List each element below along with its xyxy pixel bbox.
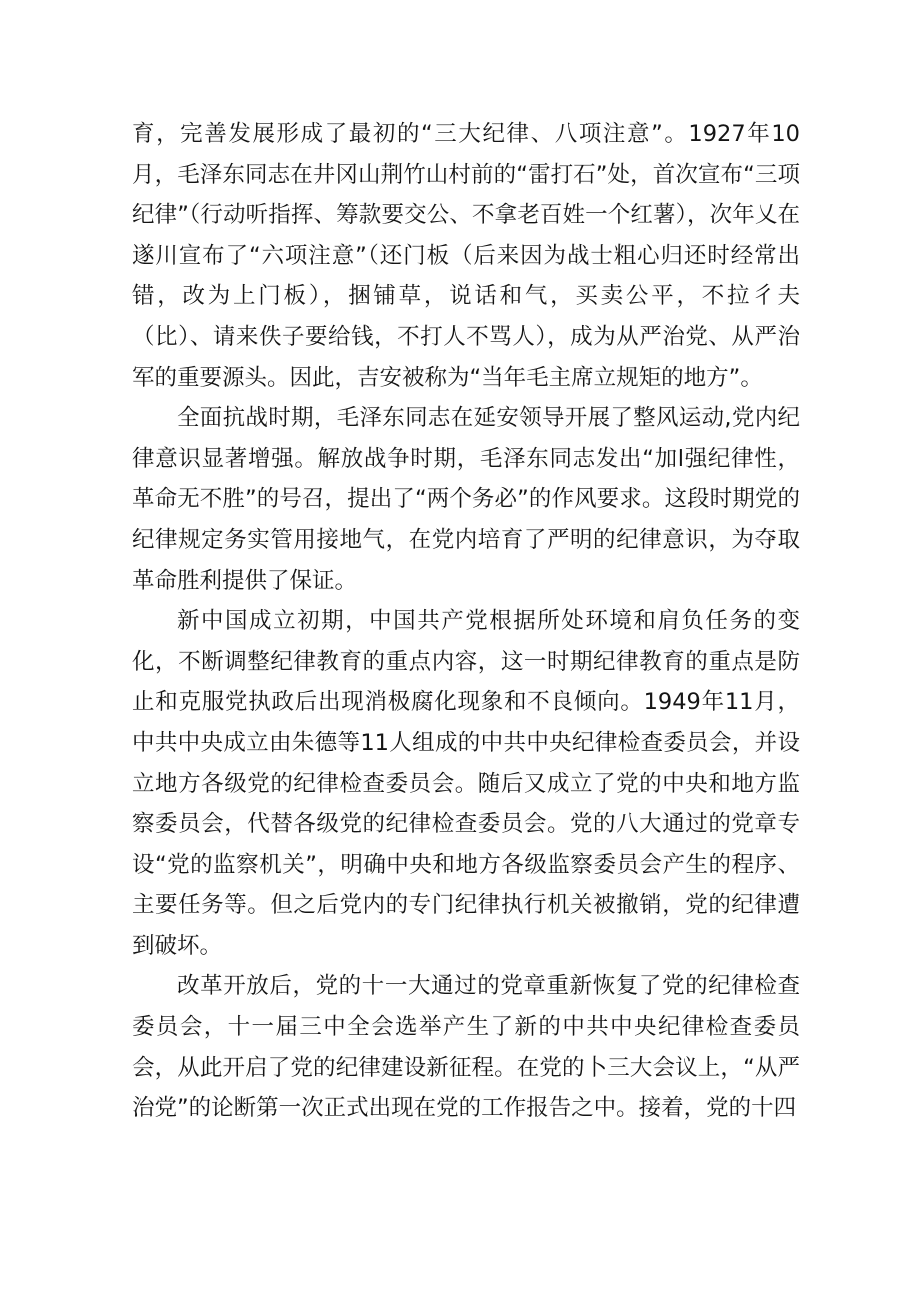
document-body: [132, 114, 800, 1129]
paragraph-4: 改革开放后，党的十一大通过的党章重新恢复了党的纪律检查委员会，十一届三中全会选举产生了新的中共中央纪律检查委员会，从此开启了党的纪律建设新征程。在党的卜三大会议上，“从严治党”的论断第一次正式出现在党的工作报告之中。接着，党的十四: [132, 973, 800, 1122]
paragraph-2: 全面抗战时期，毛泽东同志在延安领导开展了整风运动,党内纪律意识显著增强。解放战争时期，毛泽东同志发出“加l强纪律性，革命无不胜”的号召，提出了“两个务必”的作风要求。这段时期党的纪律规定务实管用接地气，在党内培育了严明的纪律意识，为夺取革命胜利提供了保证。: [132, 405, 800, 594]
paragraph-1: 育，完善发展形成了最初的“三大纪律、八项注意”。1927年10月，毛泽东同志在井冈山荆竹山村前的“雷打石”处，首次宣布“三项纪律”（行动听指挥、筹款要交公、不拿老百姓一个红薯），次年乂在遂川宣布了“六项注意”（还门板（后来因为战士粗心归还时经常出错，改为上门板），捆铺草，说话和气，买卖公平，不拉彳夫（比）、请来佚子要给钱，不打人不骂人），成为从严治党、从严治军的重要源头。因此，吉安被称为“当年毛主席立规矩的地方”。: [132, 121, 800, 391]
paragraph-3: 新中国成立初期，中国共产党根据所处环境和肩负任务的变化，不断调整纪律教育的重点内容，这一时期纪律教育的重点是防止和克服党执政后出现消极腐化现象和不良倾向。1949年11月，中共中央成立由朱德等11人组成的中共中央纪律检查委员会，并设立地方各级党的纪律检查委员会。随后又成立了党的中央和地方监察委员会，代替各级党的纪律检查委员会。党的八大通过的党章专设“党的监察机关”，明确中央和地方各级监察委员会产生的程序、主要任务等。但之后党内的专门纪律执行机关被撤销，党的纪律遭到破坏。: [132, 608, 800, 959]
